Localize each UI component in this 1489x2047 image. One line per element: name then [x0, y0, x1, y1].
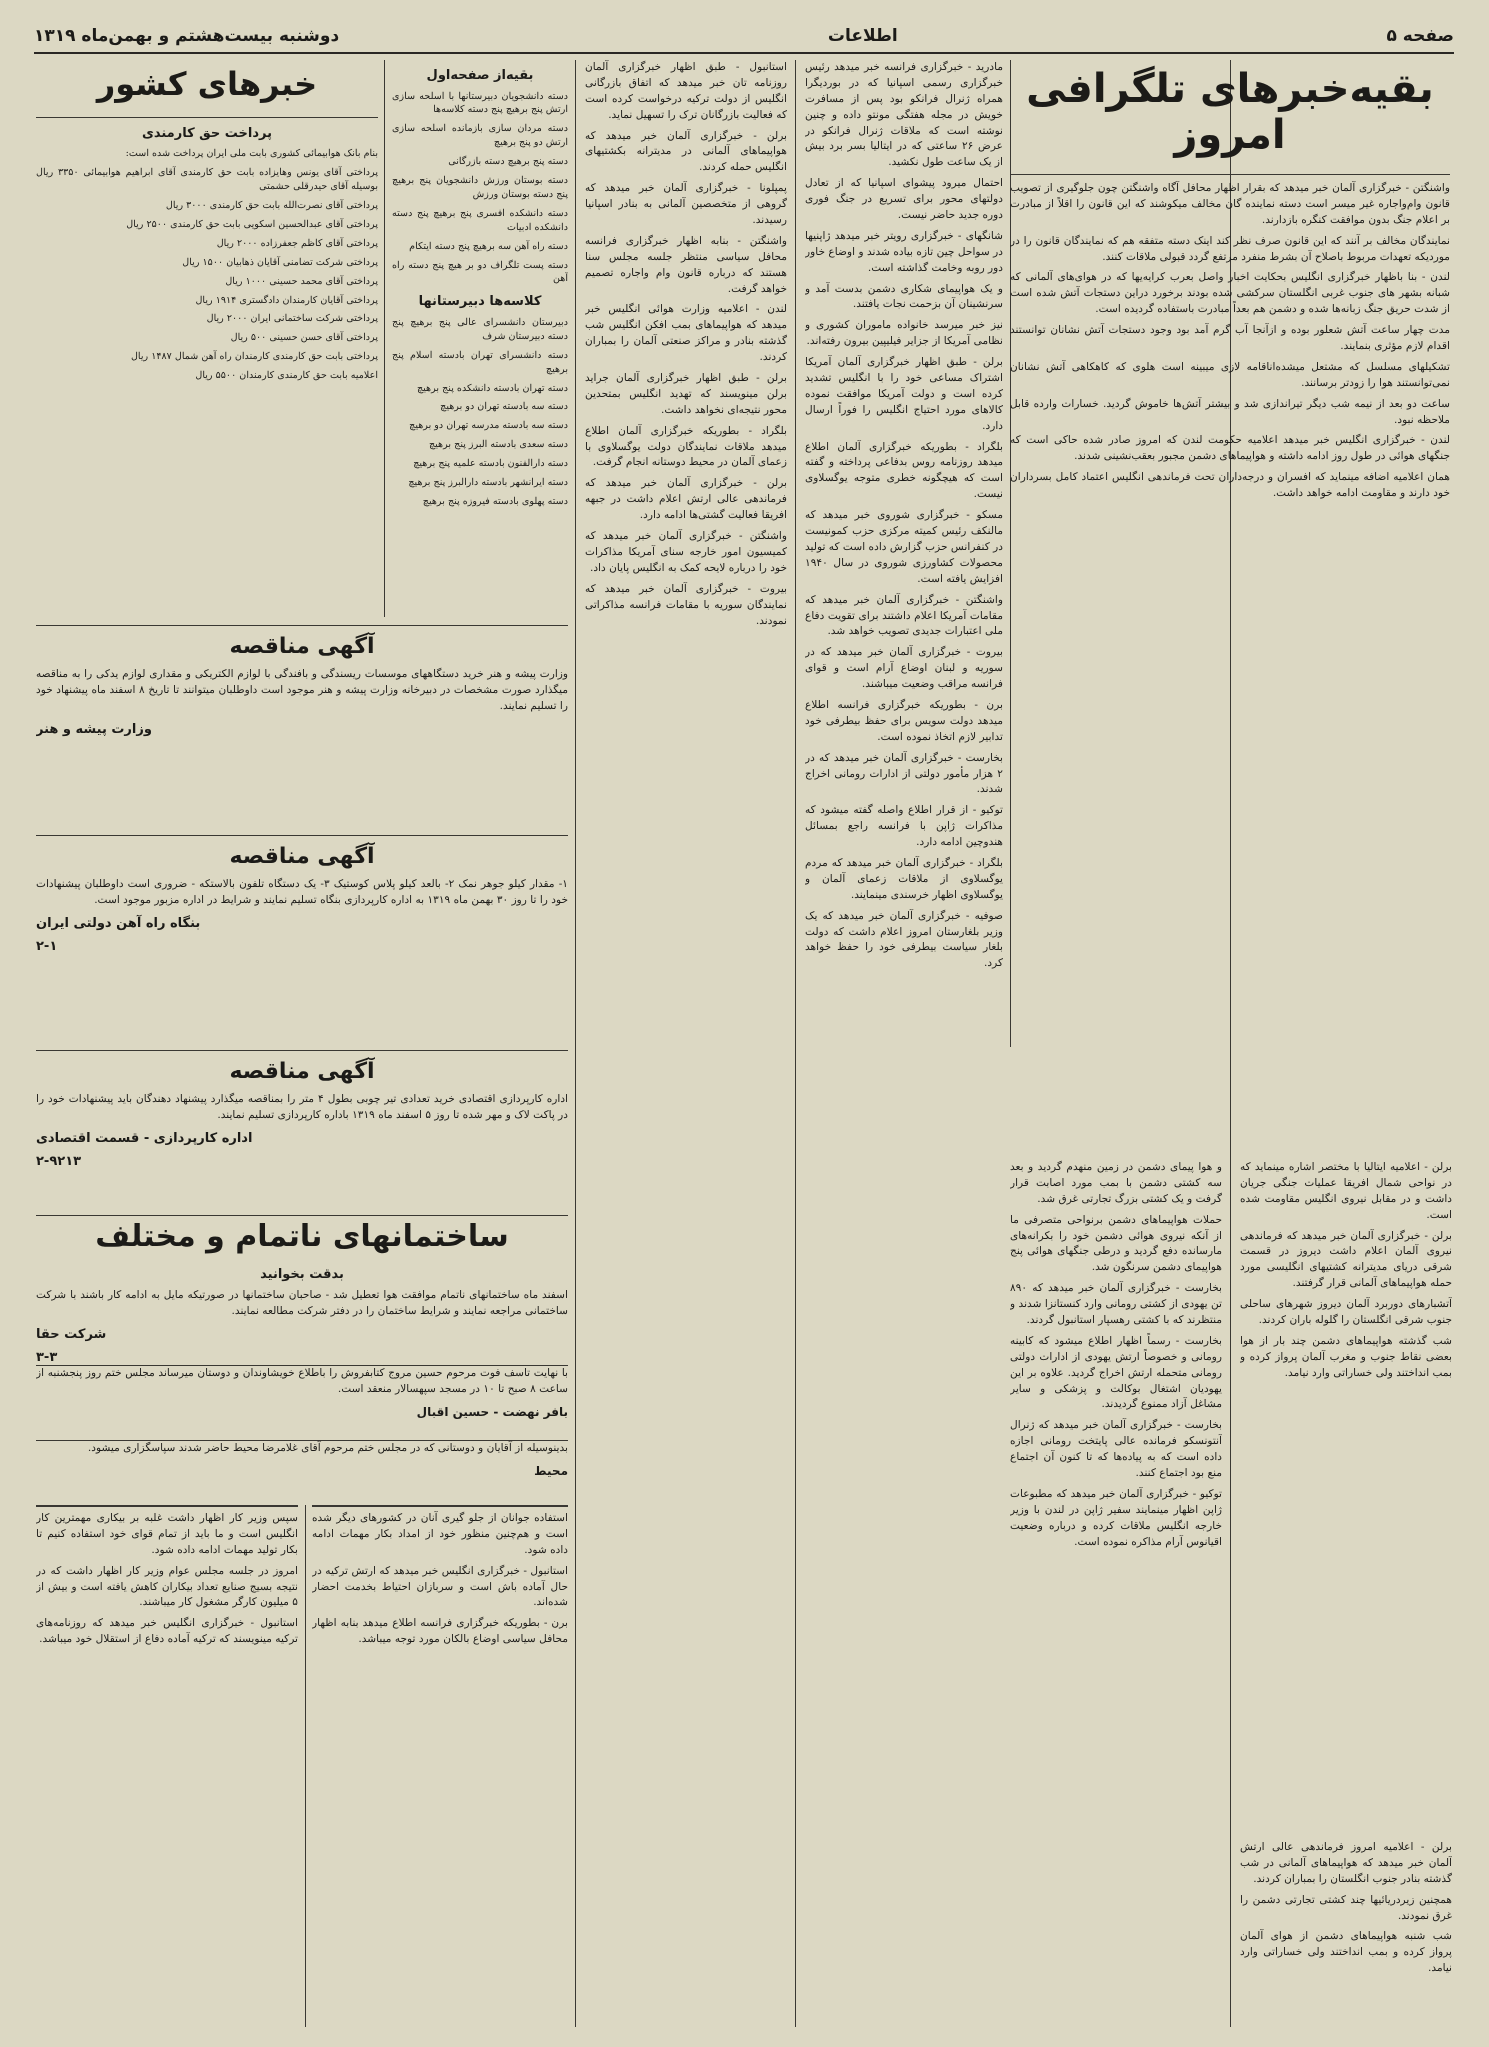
news-paragraph: و هوا پیمای دشمن در زمین منهدم گردید و بعد سه کشتی دشمن با بمب مورد اصابت قرار گرفت و یک کشتی بزرگ تجارتی غرق شد.: [1010, 1161, 1222, 1205]
ad-number: ۲-۹۲۱۳: [36, 1154, 82, 1170]
news-paragraph: احتمال میرود پیشوای اسپانیا که از تعادل دولتهای محور برای تسریع در جنگ فوری دوره جدید حاضر نیست.: [805, 177, 1003, 222]
score-line: دسته بوستان ورزش دانشجویان پنج برهیچ پنج دسته بوستان ورزش: [392, 175, 568, 200]
news-paragraph: برلن - طبق اظهار خبرگزاری آلمان آمریکا اشتراک مساعی خود را با انگلیس تشدید کرده است و دولت آمریکا موافقت نموده کالاهای مورد احتیاج انگلیس را فوراً ارسال دارد.: [805, 356, 1003, 432]
bottom-column-mid: [312, 1505, 568, 2031]
news-paragraph: مادرید - خبرگزاری فرانسه خبر میدهد رئیس خبرگزاری رسمی اسپانیا که در بوردیگرا همراه ژنرال فرانکو بود پس از مسافرت خویش در مجله هفتگی مونتو داده و چنین نوشته است که ملاقات ژنرال فرانکو در عرض ۲۶ ساعتی که در ایتالیا بسر برد بیش از یک ساعت طول نکشید.: [805, 61, 1003, 169]
section-headline: بقیه‌خبرهای تلگرافی امروز: [1026, 66, 1434, 158]
ad-text: وزارت پیشه و هنر خرید دستگاههای موسسات ریسندگی و بافندگی با لوازم الکتریکی و مقداری لوازم یدکی را به مناقصه میگذارد صورت مشخصات در دبیرخانه وزارت پیشه و هنر موجود است داوطلبان میتوانند تا تاریخ ۸ اسفند ماه پیشنهاد خود را تسلیم نمایند.: [36, 668, 568, 712]
ad-text: با نهایت تاسف فوت مرحوم حسین مروج کتابفروش را باطلاع خویشاوندان و دوستان میرساند مجلس ختم روز پنجشنبه از ساعت ۸ صبح تا ۱۰ در مسجد سپهسالار منعقد است.: [36, 1367, 568, 1395]
news-paragraph: صوفیه - خبرگزاری آلمان خبر میدهد که یک وزیر بلغارستان امروز اعلام داشت که دولت بلغار سیاست بیطرفی خود را حفظ خواهد کرد.: [805, 909, 1003, 970]
section-headline: خبرهای کشور: [96, 65, 318, 103]
news-paragraph: همچنین زیردریائیها چند کشتی تجارتی دشمن را غرق نمودند.: [1240, 1893, 1452, 1922]
ad-unfinished-buildings: [36, 1215, 568, 1361]
news-paragraph: بنام بانک هوابیمائی کشوری بابت ملی ایران پرداخت شده است:: [125, 148, 378, 160]
news-paragraph: استفاده جوانان از جلو گیری آنان در کشورهای دیگر شده است و هم‌چنین منظور خود از امداد بکار مهمات ادامه داده شود.: [312, 1512, 568, 1556]
bottom-column-left: [36, 1505, 298, 2031]
continued-heading: بقیه‌از صفحه‌اول: [426, 68, 534, 83]
news-paragraph: برلن - اعلامیه ایتالیا با مختصر اشاره مینماید که در نواحی شمال افریقا عملیات جنگی جریان داشت و در مقابل نیروی انگلیس مقاومت شده است.: [1240, 1161, 1452, 1221]
news-paragraph: تشکیلهای مسلسل که مشتعل میشده‌اناقامه لازی میبینه است هلوی که کاهکاهی آتش نشانان نمی‌توانستند هوا را زودتر برسانند.: [1010, 360, 1450, 389]
issue-date: دوشنبه بیست‌هشتم و بهمن‌ماه ۱۳۱۹: [34, 26, 340, 46]
news-paragraph: واشنگتن - خبرگزاری آلمان خبر میدهد که کمیسیون امور خارجه سنای آمریکا مذاکرات خود را درباره لایحه کمک به انگلیس پایان داد.: [585, 530, 787, 574]
ad-procurement-tender: [36, 1050, 568, 1211]
column-rule: [575, 60, 576, 2027]
news-paragraph: بخارست - خبرگزاری آلمان خبر میدهد که ۸۹۰ تن یهودی از کشتی رومانی وارد کنستانزا شدند و منتظرند که با کشتی رهسپار استانبول گردند.: [1010, 1282, 1222, 1327]
score-line: دسته تهران بادسته دانشکده پنج برهیچ: [416, 382, 568, 394]
ad-organization: وزارت پیشه و هنر: [36, 721, 152, 737]
ad-number: ۳-۳: [36, 1350, 58, 1361]
news-paragraph: همان اعلامیه اضافه مینماید که افسران و درجه‌داران تحت فرماندهی انگلیس اعتماد کامل بسرداران خود دارند و مقاومت ادامه خواهد داشت.: [1010, 471, 1450, 500]
sub-heading: کلاسه‌ها دبیرستانها: [418, 294, 542, 310]
column-rule: [305, 1505, 306, 2027]
news-paragraph: سپس وزیر کار اظهار داشت غلبه بر بیکاری مهمترین کار انگلیس است و ما باید از تمام قوای خود استفاده کنیم تا بکار تولید مهمات ادامه داده شود.: [36, 1512, 298, 1556]
paper-name: اطلاعات: [827, 26, 898, 46]
ad-number: ۲-۱: [36, 939, 58, 955]
news-paragraph: استانبول - طبق اظهار خبرگزاری آلمان روزنامه تان خبر میدهد که اتفاق بازرگانی انگلیس از دولت ترکیه درخواست کرده است که فعالیت بازرگانان ترک را تسهیل نماید.: [585, 61, 787, 121]
masthead: [34, 14, 1454, 54]
score-line: دسته پنج برهیچ دسته بازرگانی: [448, 156, 568, 168]
ad-text: ۱- مقدار کیلو جوهر نمک ۲- بالعد کیلو پلاس کوستیک ۳- یک دستگاه تلفون بالاستکه - ضروری است داوطلبان پیشنهادات خود را تا روز ۳۰ بهمن ماه ۱۳۱۹ به اداره کارپردازی بنگاه تسلیم نمایند و شرایط در اداره مزبور موجود است.: [36, 878, 568, 906]
news-paragraph: شب شنبه هواپیماهای دشمن از هوای آلمان پرواز کرده و بمب انداختند ولی خساراتی وارد نیامد.: [1240, 1930, 1452, 1975]
ad-text: اسفند ماه ساختمانهای ناتمام موافقت هوا تعطیل شد - صاحبان ساختمانها در صورتیکه مایل به ادامه کار باشند با شرکت ساختمانی مراجعه نمایند و شرایط ساختمان را در دفتر شرکت مطالعه نمایند.: [36, 1289, 568, 1317]
news-paragraph: بلگراد - خبرگزاری آلمان خبر میدهد که مردم یوگسلاوی از ملاقات زعمای آلمان و یوگسلاوی اظهار خرسندی مینمایند.: [805, 856, 1003, 901]
bottom-column-right: [1240, 1840, 1452, 2025]
news-paragraph: واشنگتن - بنابه اظهار خبرگزاری فرانسه محافل سیاسی منتظر جلسه مجلس سنا هستند که درباره قانون وام واجاره تصمیم خواهد گرفت.: [585, 234, 787, 295]
column-news-4: [585, 60, 787, 2027]
news-paragraph: توکیو - از قرار اطلاع واصله گفته میشود که مذاکرات ژاپن با فرانسه راجع بمسائل هندوچین ادامه دارد.: [805, 804, 1003, 849]
news-paragraph: برن - بطوریکه خبرگزاری فرانسه اطلاع میدهد دولت سویس برای حفظ بیطرفی خود تدابیر لازم اتخاذ نموده است.: [805, 698, 1003, 743]
news-paragraph: استانبول - خبرگزاری انگلیس خبر میدهد که روزنامه‌های ترکیه مینویسند که ترکیه آماده دفاع از استقلال خود میباشد.: [36, 1617, 298, 1646]
column-telegraph-news: [1010, 60, 1450, 1147]
ad-text: بدینوسیله از آقایان و دوستانی که در مجلس ختم مرحوم آقای غلامرضا محیط حاضر شدند سپاسگزاری میشود.: [87, 1442, 568, 1454]
ad-lead: بدقت بخوانید: [260, 1266, 344, 1282]
news-paragraph: بیروت - خبرگزاری آلمان خبر میدهد که نمایندگان سوریه با مقامات فرانسه مذاکراتی نمودند.: [585, 582, 787, 627]
ad-ministry-tender: [36, 625, 568, 831]
news-paragraph: نمایندگان مخالف بر آنند که این قانون صرف نظر کند اینک دسته متفقه هم که نمایندگان قانون را در موردیکه تعهدات مربوط باصلاح آن بشرط منفرد مرتفع گردد قبولی ملاقات کنند.: [1010, 234, 1450, 263]
news-paragraph: برلن - خبرگزاری آلمان خبر میدهد که فرماندهی نیروی آلمان اعلام داشت دیروز در قسمت شرقی دریای مدیترانه کشتیهای انگلیسی مورد حمله هواپیماهای آلمانی قرار گرفتند.: [1240, 1229, 1452, 1290]
news-paragraph: بلگراد - بطوریکه خبرگزاری آلمان اطلاع میدهد ملاقات نمایندگان دولت یوگسلاوی با زعمای آلمان در محیط دوستانه انجام گرفت.: [585, 424, 787, 469]
news-paragraph: آتشبارهای دوربرد آلمان دیروز شهرهای ساحلی جنوب شرقی انگلستان را گلوله باران کردند.: [1240, 1298, 1452, 1327]
news-paragraph: مسکو - خبرگزاری شوروی خبر میدهد که مالنکف رئیس کمیته مرکزی حزب کمونیست در کنفرانس حزب گزارش داده است که تولید محصولات کشاورزی شوروی در سال ۱۹۴۰ افزایش یافته است.: [805, 509, 1003, 585]
score-line: دبیرستان دانشسرای عالی پنج برهیچ پنج دسته دبیرستان شرف: [392, 316, 568, 342]
column-news-2: [1010, 1160, 1222, 2027]
news-paragraph: واشنگتن - خبرگزاری آلمان خبر میدهد که بقرار اظهار محافل آگاه واشنگتن چون جلوگیری از تصویب قانون وام‌واجاره غیر میسر است دسته نماینده گان مخالف میکوشند که این قانون را اقلاً از مبادرت بر اعلام جنگ بدون موافقت کنگره بازدارند.: [1010, 182, 1450, 226]
score-line: دسته دانشکده افسری پنج برهیچ پنج دسته دانشکده ادبیات: [392, 207, 568, 233]
news-paragraph: پرداختی شرکت ساختمانی ایران ۲۰۰۰ ریال: [206, 313, 378, 325]
ad-obituary: [36, 1365, 568, 1436]
news-paragraph: بیروت - خبرگزاری آلمان خبر میدهد که در سوریه و لبنان اوضاع آرام است و قوای فرانسه مراقب وضعیت میباشند.: [805, 646, 1003, 691]
news-paragraph: برلن - خبرگزاری آلمان خبر میدهد که فرماندهی عالی ارتش اعلام داشت در جبهه افریقا فعالیت گشتی‌ها ادامه دارد.: [585, 477, 787, 522]
news-paragraph: حملات هواپیماهای دشمن برنواحی متصرفی ما از آنکه نیروی هوائی دشمن خود را بکرانه‌های مارسانده دفع گردید و درطی جنگهای هوائی پنج هواپیمای دشمن سرنگون شد.: [1010, 1213, 1222, 1274]
news-paragraph: مدت چهار ساعت آتش شعلور بوده و ازآنجا آب گرم آمد بود وجود دستجات آتش نشانان توانستند اقدام لازم مؤثری بنمایند.: [1010, 324, 1450, 353]
score-line: دسته سه بادسته تهران دو برهیچ: [440, 401, 568, 413]
ad-headline: ساختمانهای ناتمام و مختلف: [95, 1219, 509, 1254]
news-paragraph: شانگهای - خبرگزاری رویتر خبر میدهد ژاپنیها در سواحل چین تازه بیاده شدند و اوضاع خاور دور روبه وخامت گذاشته است.: [805, 229, 1003, 274]
news-paragraph: برلن - اعلامیه امروز فرماندهی عالی ارتش آلمان خبر میدهد که هواپیماهای آلمانی در شب گذشته بنادر جنوب انگلستان را بمباران کردند.: [1240, 1841, 1452, 1885]
column-sports: [392, 60, 568, 617]
ad-signature: بافر نهضت - حسین اقبال: [416, 1404, 568, 1419]
news-paragraph: پرداختی آقایان کارمندان دادگستری ۱۹۱۴ ریال: [195, 294, 378, 306]
ad-organization: شرکت حقا: [36, 1326, 107, 1342]
score-line: دسته دانشسرای تهران بادسته اسلام پنج برهیچ: [392, 349, 568, 375]
news-paragraph: پرداختی آقای کاظم جعفرزاده ۲۰۰۰ ریال: [216, 237, 378, 249]
news-paragraph: پرداختی آقای حسن حسینی ۵۰۰ ریال: [230, 332, 378, 344]
news-paragraph: پرداختی آقای عبدالحسین اسکویی بابت حق کارمندی ۲۵۰۰ ریال: [126, 218, 378, 230]
ad-signature: محیط: [534, 1463, 568, 1478]
ad-thanks: [36, 1440, 568, 1499]
news-paragraph: پرداختی بابت حق کارمندی کارمندان راه آهن شمال ۱۴۸۷ ریال: [130, 351, 378, 363]
news-paragraph: پرداختی آقای یونس وهایزاده بابت حق کارمندی آقای ابراهیم هوابیمائی ۳۳۵۰ ریال بوسیله آقای حیدرقلی حشمتی: [36, 167, 378, 193]
ad-text: اداره کارپردازی اقتصادی خرید تعدادی تیر چوبی بطول ۴ متر را بمناقصه میگذارد پیشنهاد دهندگان باید پیشنهادات خود را در پاکت لاک و مهر شده تا روز ۵ اسفند ماه ۱۳۱۹ باداره کارپردازی تسلیم نمایند.: [36, 1093, 568, 1121]
news-paragraph: بخارست - رسماً اظهار اطلاع میشود که کابینه رومانی و خصوصاً ارتش یهودی از ادارات دولتی رومانی متحمله ارتش اخراج گردید. علاوه بر این یهودیان اشتغال بوکالت و پزشکی و سایر مشاغل آزاد ممنوع گردیدند.: [1010, 1334, 1222, 1411]
divider: [36, 117, 378, 118]
score-line: دسته مردان سازی بازمانده اسلحه سازی ارتش دو پنج برهیچ: [392, 123, 568, 149]
news-paragraph: توکیو - خبرگزاری آلمان خبر میدهد که مطبوعات ژاپن اظهار مینمایند سفیر ژاپن در لندن با وزیر خارجه انگلیس ملاقات کرده و درباره وضعیت اقیانوس آرام مذاکره نموده است.: [1010, 1487, 1222, 1548]
news-paragraph: استانبول - خبرگزاری انگلیس خبر میدهد که ارتش ترکیه در حال آماده باش است و سربازان احتیاط بخدمت احضار شده‌اند.: [312, 1564, 568, 1609]
column-rule: [384, 60, 385, 617]
news-paragraph: لندن - خبرگزاری انگلیس خبر میدهد اعلامیه حکومت لندن که امروز صادر شده حاکی است که جنگهای هوائی در طول روز ادامه داشته و هواپیماهای دشمن مجبور بعقب‌نشینی شدند.: [1010, 434, 1450, 463]
page-number: صفحه ۵: [1386, 26, 1454, 46]
column-country-news: [36, 60, 378, 617]
news-paragraph: بلگراد - بطوریکه خبرگزاری آلمان اطلاع میدهد روزنامه روس بدفاعی پرداخته و گفته است که هیچگونه خطری متوجه یوگسلاوی نیست.: [805, 440, 1003, 501]
score-line: دسته سعدی بادسته البرز پنج برهیچ: [428, 439, 568, 451]
ad-title: آگهی مناقصه: [229, 1059, 375, 1084]
news-paragraph: اعلامیه بابت حق کارمندی کارمندان ۵۵۰۰ ریال: [195, 370, 378, 382]
ad-organization: بنگاه راه آهن دولتی ایران: [36, 915, 201, 931]
score-line: دسته سه بادسته مدرسه تهران دو برهیچ: [409, 420, 568, 432]
news-paragraph: بخارست - خبرگزاری آلمان خبر میدهد که در ۲ هزار مأمور دولتی از ادارات رومانی اخراج شدند.: [805, 751, 1003, 796]
ad-organization: اداره کارپردازی - قسمت اقتصادی: [36, 1130, 253, 1146]
ad-title: آگهی مناقصه: [229, 844, 375, 869]
ad-title: آگهی مناقصه: [229, 634, 375, 659]
news-paragraph: پرداختی آقای محمد حسینی ۱۰۰۰ ریال: [225, 275, 378, 287]
news-paragraph: نیز خبر میرسد خانواده ماموران کشوری و نظامی آمریکا از جزایر فیلیپین بیرون رفته‌اند.: [805, 319, 1003, 348]
news-paragraph: بخارست - خبرگزاری آلمان خبر میدهد که ژنرال آنتونسکو فرمانده عالی پایتخت رومانی اجازه داده است که به پیاده‌ها که تا کنون آن اجتماع منع بود اجتماع کنند.: [1010, 1419, 1222, 1480]
score-line: دسته دانشجویان دبیرستانها با اسلحه سازی ارتش پنج برهیچ پنج دسته کلاسه‌ها: [392, 90, 568, 116]
score-line: دسته پست تلگراف دو بر هیچ پنج دسته راه آهن: [392, 259, 568, 285]
news-paragraph: ساعت دو بعد از نیمه شب دیگر تیراندازی شد و بیشتر آتش‌ها خاموش گردید. خسارات وارده قابل ملاحظه نبود.: [1010, 397, 1450, 426]
news-paragraph: برن - بطوریکه خبرگزاری فرانسه اطلاع میدهد بنابه اظهار محافل سیاسی اوضاع بالکان مورد توجه میباشد.: [312, 1617, 568, 1646]
score-line: دسته پهلوی بادسته فیروزه پنج برهیچ: [422, 495, 568, 507]
news-paragraph: برلن - طبق اظهار خبرگزاری آلمان جراید برلن مینویسند که تهدید انگلیس بمتحدین محور نتیجه‌ای نخواهد داشت.: [585, 372, 787, 416]
score-line: دسته ایرانشهر بادسته دارالبرز پنج برهیچ: [408, 477, 568, 489]
news-paragraph: لندن - بنا باظهار خبرگزاری انگلیس بحکایت اخبار واصل بعرب کرایه‌یها که در هوای‌های آلمانی که شبانه بشهر های جنوب غربی انگلستان سرکشی شده بودند برخورد دراین دستجات آتش شده است از شدت حریق جنگ زبانه‌ها شده و دشمن هم بعداً مبادرت باستفاده گردیده است.: [1010, 271, 1450, 316]
news-paragraph: واشنگتن - خبرگزاری آلمان خبر میدهد که مقامات آمریکا اعلام داشتند برای تقویت دفاع ملی اعتبارات جدیدی تصویب خواهد شد.: [805, 593, 1003, 638]
news-paragraph: برلن - خبرگزاری آلمان خبر میدهد که هواپیماهای آلمانی در مدیترانه بکشتیهای انگلیس حمله کردند.: [585, 129, 787, 174]
column-news-3: [805, 60, 1003, 2027]
score-line: دسته راه آهن سه برهیچ پنج دسته ایتکام: [409, 240, 568, 252]
ad-railway-tender: [36, 835, 568, 1046]
news-paragraph: و یک هواپیمای شکاری دشمن بدست آمد و سرنشینان آن بزحمت نجات یافتند.: [805, 282, 1003, 311]
news-paragraph: شب گذشته هواپیماهای دشمن چند بار از هوا بعضی نقاط جنوب و مغرب آلمان پرواز کرده و بمب انداختند ولی خساراتی وارد نیامد.: [1240, 1334, 1452, 1379]
news-paragraph: امروز در جلسه مجلس عوام وزیر کار اظهار داشت که در نتیجه بسیج صنایع تعداد بیکاران کاهش یافته است و بیش از ۵ میلیون کارگر مشغول کار میباشند.: [36, 1564, 298, 1609]
news-paragraph: لندن - اعلامیه وزارت هوائی انگلیس خبر میدهد که هواپیماهای بمب افکن انگلیس شب گذشته بنادر و مراکز صنعتی آلمان را بمباران کردند.: [585, 303, 787, 364]
news-paragraph: پرداختی آقای نصرت‌الله بابت حق کارمندی ۳۰۰۰ ریال: [165, 200, 378, 212]
news-paragraph: پرداختی شرکت تضامنی آقایان ذهابیان ۱۵۰۰ ریال: [182, 256, 378, 268]
score-line: دسته دارالفنون بادسته علمیه پنج برهیچ: [413, 458, 568, 470]
news-paragraph: پمپلونا - خبرگزاری آلمان خبر میدهد که گروهی از متخصصین آلمانی به بنادر اسپانیا رسیدند.: [585, 182, 787, 227]
sub-heading: پرداخت حق کارمندی: [141, 125, 273, 141]
divider: [1010, 174, 1450, 175]
column-rule: [795, 60, 796, 2027]
